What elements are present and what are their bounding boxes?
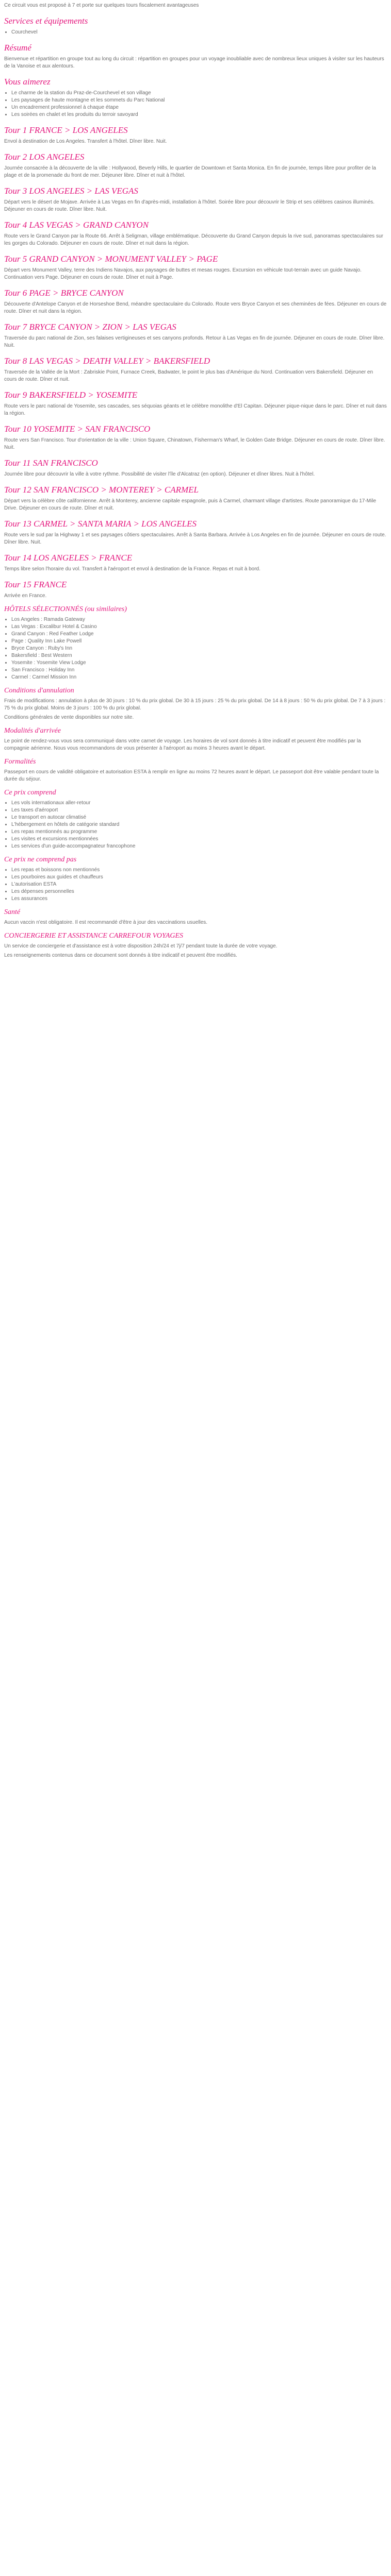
hotel-item: • Grand Canyon : Red Feather Lodge	[11, 631, 387, 638]
tour-title: Tour 8 LAS VEGAS > DEATH VALLEY > BAKERSFIELD	[4, 356, 210, 366]
tour-title: Tour 2 LOS ANGELES	[4, 152, 85, 162]
tour-text: Route vers le Grand Canyon par la Route 66. Arrêt à Seligman, village emblématique. Découverte du Grand Canyon depuis la rive sud, panoramas spectaculaires sur les gorges du Colorado. Déjeuner en cours de route. Dîner et nuit dans la région.	[4, 233, 383, 246]
tour-text: Départ vers le désert de Mojave. Arrivée à Las Vegas en fin d'après-midi, installation à l'hôtel. Soirée libre pour découvrir le Strip et ses célèbres casinos illuminés. Déjeuner en cours de route. Dîner libre. Nuit.	[4, 199, 375, 212]
tour-text: Traversée du parc national de Zion, ses falaises vertigineuses et ses canyons profonds. Retour à Las Vegas en fin de journée. Déjeuner en cours de route. Dîner libre. Nuit.	[4, 335, 385, 348]
conditions-note: Conditions générales de vente disponibles sur notre site.	[4, 715, 134, 720]
tour-title: Tour 4 LAS VEGAS > GRAND CANYON	[4, 220, 149, 230]
prix-ne-comprend-item: • Les pourboires aux guides et chauffeurs	[11, 874, 387, 881]
prix-comprend-item: • Les repas mentionnés au programme	[11, 828, 387, 836]
tour-text: Journée consacrée à la découverte de la ville : Hollywood, Beverly Hills, le quartier de Downtown et Santa Monica. En fin de journée, temps libre pour profiter de la plage et de la promenade du front de mer. Déjeuner libre. Dîner et nuit à l'hôtel.	[4, 165, 376, 178]
vous-aimerez-item: • Le charme de la station du Praz-de-Courchevel et son village	[11, 90, 387, 97]
tour-title: Tour 9 BAKERSFIELD > YOSEMITE	[4, 390, 138, 400]
tour-text: Route vers San Francisco. Tour d'orientation de la ville : Union Square, Chinatown, Fisherman's Wharf, le Golden Gate Bridge. Déjeuner en cours de route. Dîner libre. Nuit.	[4, 437, 385, 450]
tour-text: Envol à destination de Los Angeles. Transfert à l'hôtel. Dîner libre. Nuit.	[4, 139, 167, 144]
hotel-item: • Las Vegas : Excalibur Hotel & Casino	[11, 623, 387, 631]
tour-text: Découverte d'Antelope Canyon et de Horseshoe Bend, méandre spectaculaire du Colorado. Route vers Bryce Canyon et ses cheminées de fées. Déjeuner en cours de route. Dîner et nuit dans la région.	[4, 301, 387, 314]
formalites-text: Passeport en cours de validité obligatoire et autorisation ESTA à remplir en ligne au moins 72 heures avant le départ. Le passeport doit être valable pendant toute la durée du séjour.	[4, 769, 379, 782]
page	[0, 0, 391, 967]
services-item: • Courchevel	[11, 29, 387, 36]
prix-comprend-item: • Les services d'un guide-accompagnateur francophone	[11, 843, 387, 850]
tour-title: Tour 15 FRANCE	[4, 580, 67, 589]
vous-aimerez-list	[4, 90, 387, 118]
prix-ne-comprend-item: • L'autorisation ESTA	[11, 881, 387, 888]
vous-aimerez-item: • Les soirées en chalet et les produits du terroir savoyard	[11, 111, 387, 118]
hotel-item: • Bryce Canyon : Ruby's Inn	[11, 645, 387, 652]
conditions-text: Frais de modifications : annulation à plus de 30 jours : 10 % du prix global. De 30 à 15 jours : 25 % du prix global. De 14 à 8 jours : 50 % du prix global. De 7 à 3 jours : 75 % du prix global. Moins de 3 jours : 100 % du prix global.	[4, 698, 386, 711]
prix-comprend-item: • Les taxes d'aéroport	[11, 807, 387, 814]
vous-aimerez-title: Vous aimerez	[4, 77, 51, 87]
prix-comprend-item: • Les vols internationaux aller-retour	[11, 800, 387, 807]
hotels-title: HÔTELS SÉLECTIONNÉS (ou similaires)	[4, 605, 127, 613]
prix-ne-comprend-item: • Les repas et boissons non mentionnés	[11, 867, 387, 874]
vous-aimerez-item: • Les paysages de haute montagne et les sommets du Parc National	[11, 97, 387, 104]
sante-title: Santé	[4, 908, 21, 916]
conditions-title: Conditions d'annulation	[4, 687, 74, 694]
tour-text: Route vers le sud par la Highway 1 et ses paysages côtiers spectaculaires. Arrêt à Santa Barbara. Arrivée à Los Angeles en fin de journée. Déjeuner en cours de route. Dîner libre. Nuit.	[4, 532, 386, 545]
hotel-item: • Page : Quality Inn Lake Powell	[11, 638, 387, 645]
tour-title: Tour 6 PAGE > BRYCE CANYON	[4, 288, 124, 298]
prix-comprend-title: Ce prix comprend	[4, 789, 56, 796]
hotel-item: • Carmel : Carmel Mission Inn	[11, 674, 387, 681]
resume-title: Résumé	[4, 43, 31, 53]
hotels-list	[4, 616, 387, 681]
tour-title: Tour 1 FRANCE > LOS ANGELES	[4, 125, 128, 135]
prix-comprend-list	[4, 800, 387, 850]
itinerary	[4, 125, 387, 600]
prix-ne-comprend-list	[4, 867, 387, 903]
prix-ne-comprend-item: • Les dépenses personnelles	[11, 888, 387, 895]
services-title: Services et équipements	[4, 16, 88, 26]
ambiance-text: Le point de rendez-vous vous sera communiqué dans votre carnet de voyage. Les horaires de vol sont donnés à titre indicatif et peuvent être modifiés par la compagnie aérienne. Nous vous recommandons de vous présenter à l'aéroport au moins 3 heures avant le départ.	[4, 738, 361, 751]
tour-text: Départ vers Monument Valley, terre des Indiens Navajos, aux paysages de buttes et mesas rouges. Excursion en véhicule tout-terrain avec un guide Navajo. Continuation vers Page. Déjeuner en cours de route. Dîner et nuit à Page.	[4, 267, 362, 280]
resume-text: Bienvenue et répartition en groupe tout au long du circuit : répartition en groupes pour un voyage inoubliable avec de nombreux lieux uniques à visiter sur les hauteurs de la Vanoise et aux alentours.	[4, 56, 384, 69]
assurance-title: CONCIERGERIE ET ASSISTANCE CARREFOUR VOYAGES	[4, 932, 184, 940]
tour-text: Arrivée en France.	[4, 593, 47, 599]
ambiance-title: Modalités d'arrivée	[4, 727, 61, 735]
tour-title: Tour 14 LOS ANGELES > FRANCE	[4, 553, 133, 563]
tour-title: Tour 3 LOS ANGELES > LAS VEGAS	[4, 186, 138, 196]
assurance-text: Un service de conciergerie et d'assistance est à votre disposition 24h/24 et 7j/7 pendant toute la durée de votre voyage.	[4, 943, 278, 949]
tour-text: Traversée de la Vallée de la Mort : Zabriskie Point, Furnace Creek, Badwater, le point le plus bas d'Amérique du Nord. Continuation vers Bakersfield. Déjeuner en cours de route. Dîner et nuit.	[4, 369, 373, 382]
sante-text: Aucun vaccin n'est obligatoire. Il est recommandé d'être à jour des vaccinations usuelles.	[4, 920, 208, 925]
hotel-item: • San Francisco : Holiday Inn	[11, 667, 387, 674]
tour-title: Tour 7 BRYCE CANYON > ZION > LAS VEGAS	[4, 322, 176, 332]
prix-ne-comprend-title: Ce prix ne comprend pas	[4, 856, 77, 863]
hotel-item: • Los Angeles : Ramada Gateway	[11, 616, 387, 623]
tour-text: Temps libre selon l'horaire du vol. Transfert à l'aéroport et envol à destination de la France. Repas et nuit à bord.	[4, 566, 260, 572]
closing-text: Les renseignements contenus dans ce document sont donnés à titre indicatif et peuvent être modifiés.	[4, 953, 237, 958]
tour-text: Route vers le parc national de Yosemite, ses cascades, ses séquoias géants et le célèbre monolithe d'El Capitan. Déjeuner pique-nique dans le parc. Dîner et nuit dans la région.	[4, 403, 387, 416]
formalites-title: Formalités	[4, 758, 36, 766]
tour-text: Journée libre pour découvrir la ville à votre rythme. Possibilité de visiter l'île d'Alcatraz (en option). Déjeuner et dîner libres. Nuit à l'hôtel.	[4, 471, 315, 477]
tour-title: Tour 12 SAN FRANCISCO > MONTEREY > CARMEL	[4, 485, 199, 495]
intro-text: Ce circuit vous est proposé à 7 et porte sur quelques tours fiscalement avantageuses	[4, 3, 199, 8]
prix-comprend-item: • Le transport en autocar climatisé	[11, 814, 387, 821]
hotel-item: • Yosemite : Yosemite View Lodge	[11, 659, 387, 667]
tour-text: Départ vers la célèbre côte californienne. Arrêt à Monterey, ancienne capitale espagnole, puis à Carmel, charmant village d'artistes. Route panoramique du 17-Mile Drive. Déjeuner en cours de route. Dîner et nuit.	[4, 498, 377, 511]
prix-comprend-item: • L'hébergement en hôtels de catégorie standard	[11, 821, 387, 828]
prix-ne-comprend-item: • Les assurances	[11, 895, 387, 903]
tour-title: Tour 5 GRAND CANYON > MONUMENT VALLEY > PAGE	[4, 254, 218, 264]
vous-aimerez-item: • Un encadrement professionnel à chaque étape	[11, 104, 387, 111]
tour-title: Tour 13 CARMEL > SANTA MARIA > LOS ANGELES	[4, 519, 197, 529]
hotel-item: • Bakersfield : Best Western	[11, 652, 387, 659]
prix-comprend-item: • Les visites et excursions mentionnées	[11, 836, 387, 843]
services-list	[4, 29, 387, 36]
tour-title: Tour 10 YOSEMITE > SAN FRANCISCO	[4, 424, 151, 434]
tour-title: Tour 11 SAN FRANCISCO	[4, 458, 98, 468]
